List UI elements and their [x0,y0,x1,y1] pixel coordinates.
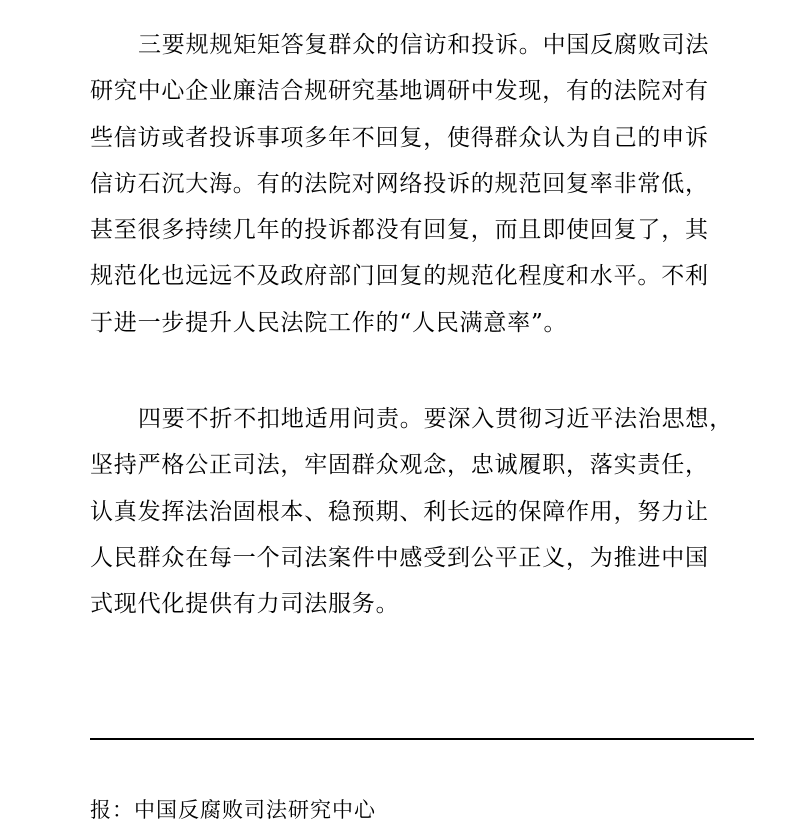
paragraph-three-requirements [90,22,730,346]
paragraph-line: 坚持严格公正司法，牢固群众观念，忠诚履职，落实责任， [90,452,709,479]
paragraph-four-requirements [90,396,733,627]
paragraph-line: 三要规规矩矩答复群众的信访和投诉。中国反腐败司法 [138,32,710,58]
paragraph-line: 四要不折不扣地适用问责。要深入贯彻习近平法治思想， [138,406,733,432]
paragraph-line: 规范化也远远不及政府部门回复的规范化程度和水平。不利 [90,263,709,290]
paragraph-line: 甚至很多持续几年的投诉都没有回复，而且即使回复了，其 [90,217,709,244]
paragraph-line: 人民群众在每一个司法案件中感受到公平正义，为推进中国 [90,544,709,571]
paragraph-line: 式现代化提供有力司法服务。 [90,591,400,618]
paragraph-line: 于进一步提升人民法院工作的“人民满意率”。 [90,309,568,336]
paragraph-line: 信访石沉大海。有的法院对网络投诉的规范回复率非常低， [90,170,709,197]
paragraph-line: 研究中心企业廉洁合规研究基地调研中发现，有的法院对有 [90,78,709,105]
paragraph-line: 些信访或者投诉事项多年不回复，使得群众认为自己的申诉 [90,124,709,151]
report-recipient-footer: 报：中国反腐败司法研究中心 [90,798,376,822]
footer-divider [90,738,754,740]
paragraph-line: 认真发挥法治固根本、稳预期、利长远的保障作用，努力让 [90,498,709,525]
